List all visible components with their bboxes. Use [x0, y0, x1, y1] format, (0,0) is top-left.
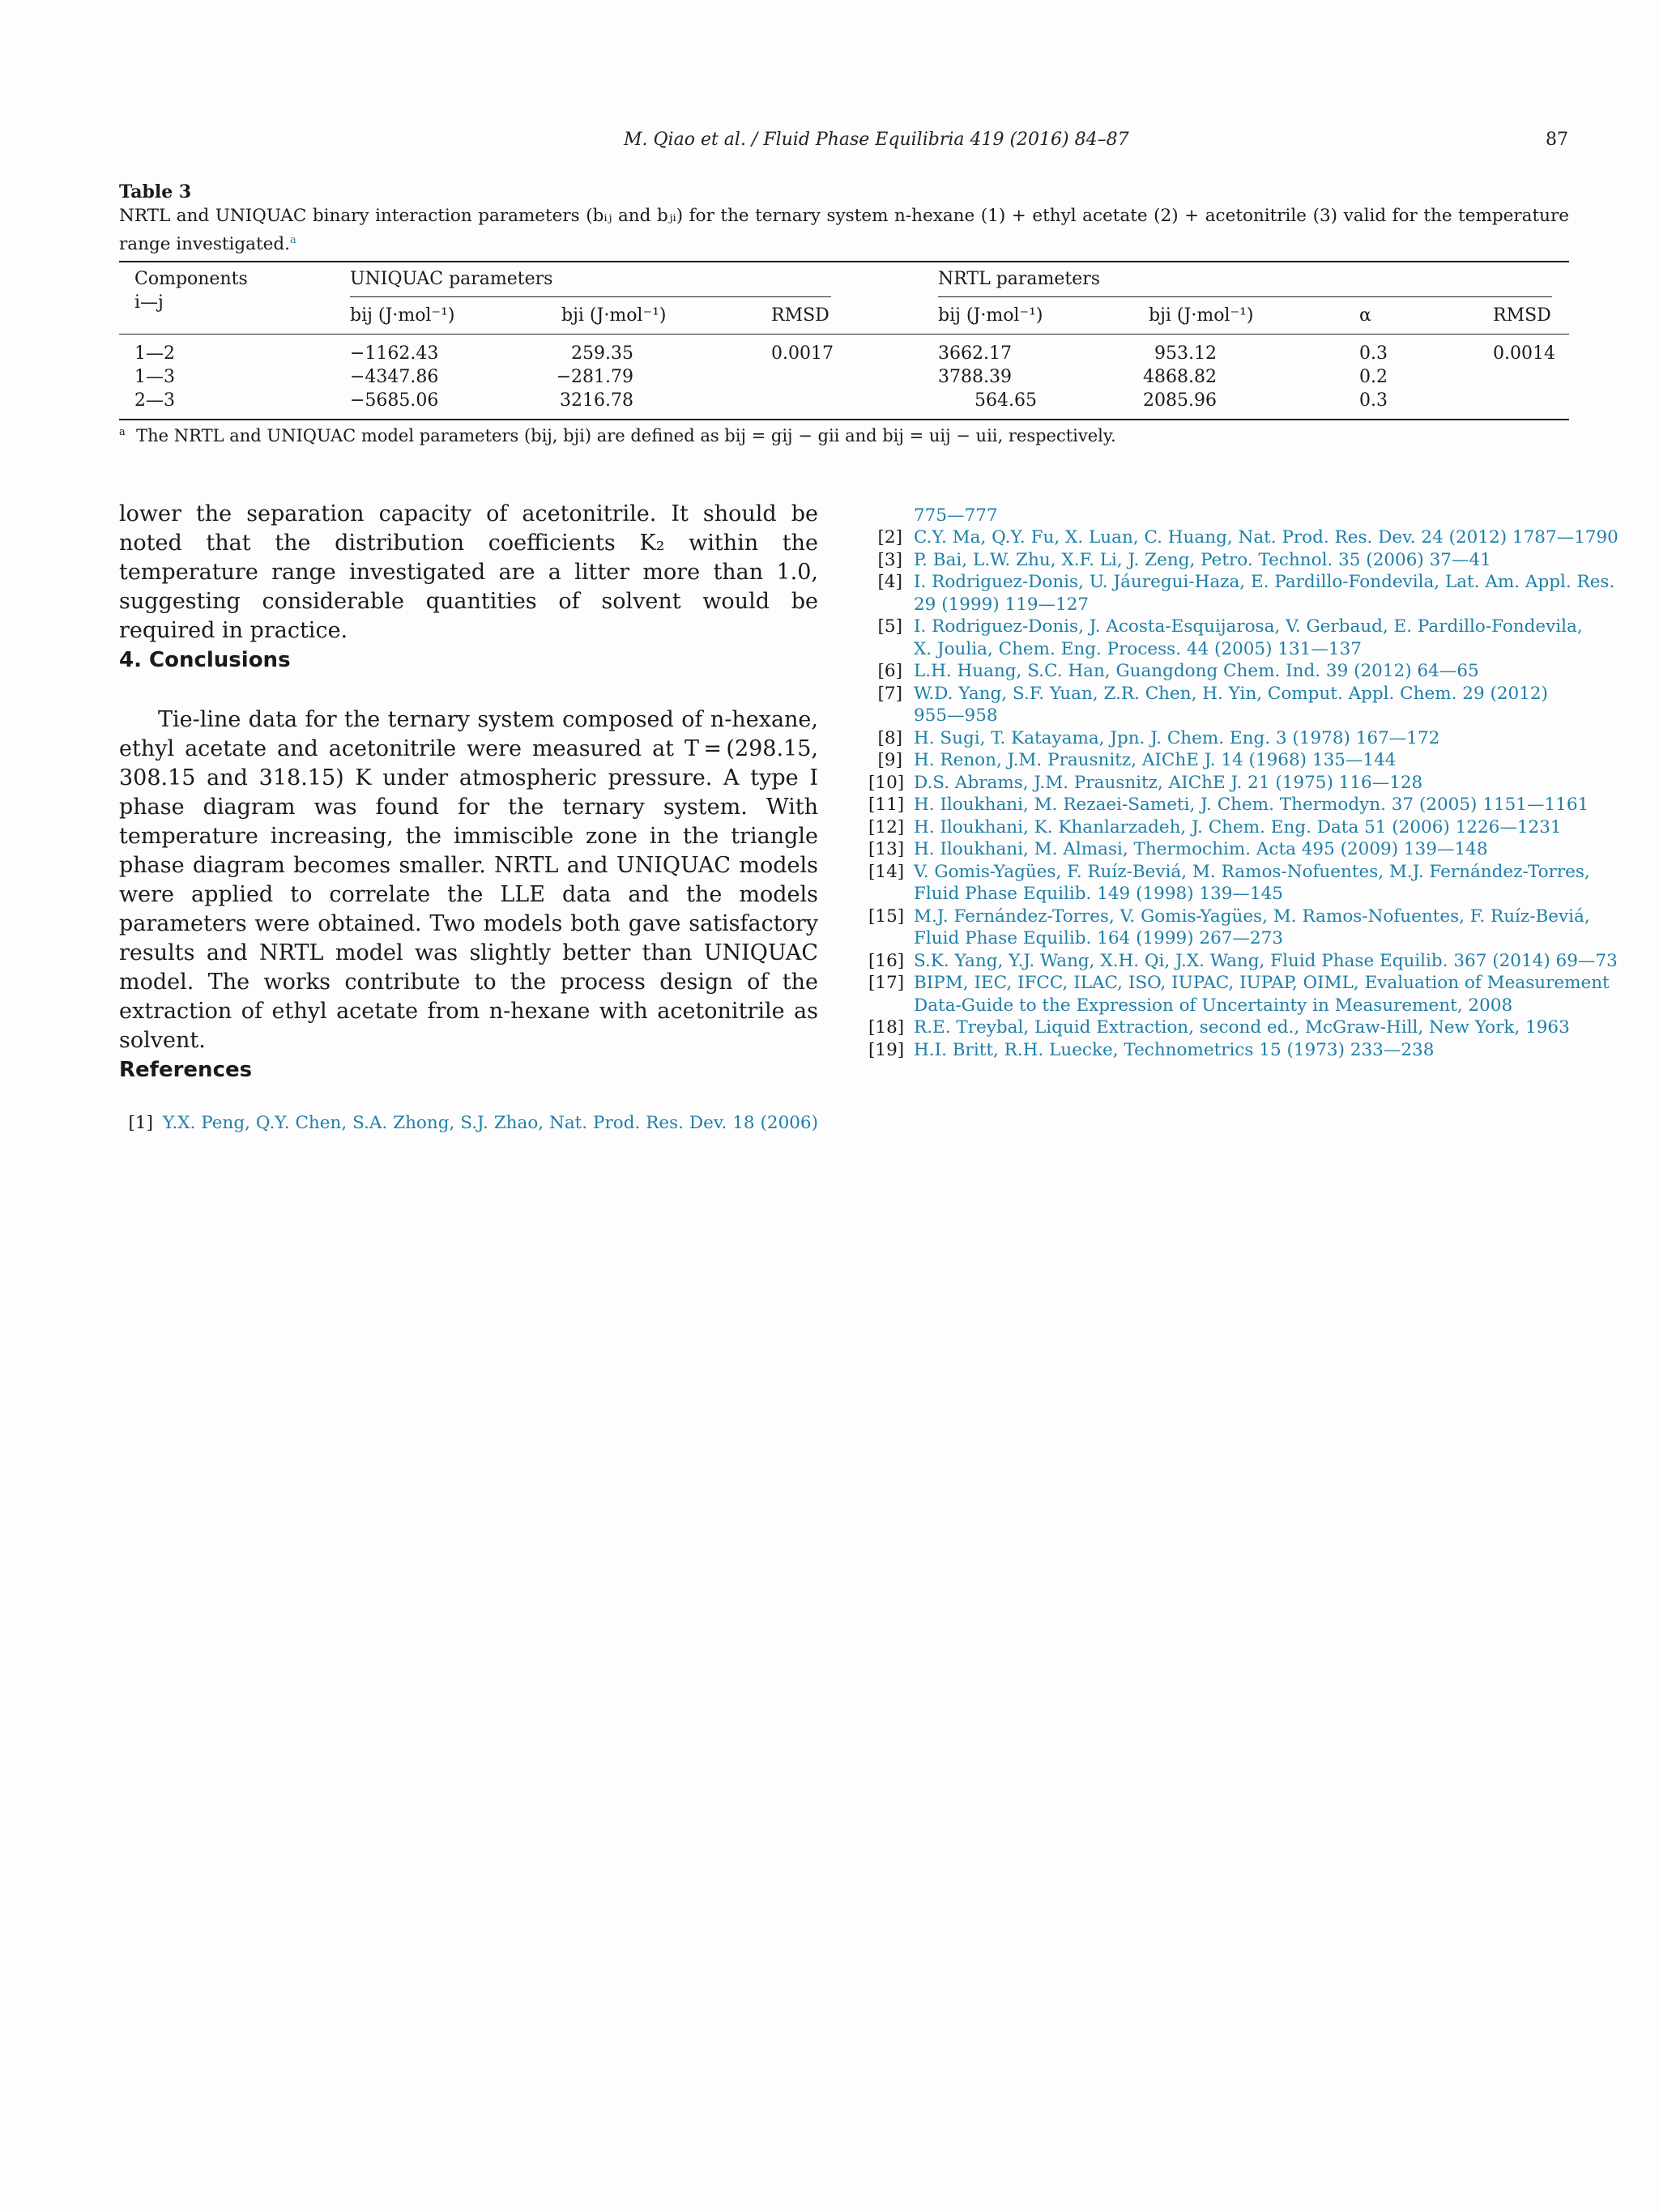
conclusions-heading: 4. Conclusions [119, 648, 291, 672]
cell-pair: 1—2 [134, 343, 175, 364]
cell-uniquac-bij: −5685.06 [350, 390, 439, 411]
page-number: 87 [1546, 130, 1568, 150]
cell-uniquac-bji: 3216.78 [560, 390, 633, 411]
reference-link[interactable]: H. Sugi, T. Katayama, Jpn. J. Chem. Eng. 3 (1978) 167—172 [914, 727, 1440, 748]
header-nrtl-bij: bij (J·mol⁻¹) [938, 305, 1043, 326]
reference-link[interactable]: Fluid Phase Equilib. 164 (1999) 267—273 [914, 928, 1283, 948]
cell-pair: 2—3 [134, 390, 175, 411]
footnote-text: The NRTL and UNIQUAC model parameters (bij, bji) are defined as bij = gij − gii and bij = uij − uii, respectively. [136, 426, 1116, 445]
cell-alpha: 0.3 [1359, 343, 1388, 364]
reference-number: [9] [877, 750, 902, 770]
reference-number: [19] [868, 1039, 905, 1060]
reference-number: [4] [877, 572, 902, 592]
table-footnote [119, 426, 1116, 445]
header-uniquac-bji: bji (J·mol⁻¹) [561, 305, 667, 326]
reference-link[interactable]: H. Iloukhani, K. Khanlarzadeh, J. Chem. Eng. Data 51 (2006) 1226—1231 [914, 816, 1562, 837]
reference-link[interactable]: 955—958 [914, 705, 998, 726]
reference-link[interactable]: Y.X. Peng, Q.Y. Chen, S.A. Zhong, S.J. Zhao, Nat. Prod. Res. Dev. 18 (2006) [163, 1113, 818, 1133]
header-nrtl: NRTL parameters [938, 269, 1101, 289]
table-bottom-rule [119, 419, 1569, 420]
reference-link[interactable]: C.Y. Ma, Q.Y. Fu, X. Luan, C. Huang, Nat. Prod. Res. Dev. 24 (2012) 1787—1790 [914, 527, 1618, 548]
cell-uniquac-bij: −4347.86 [350, 367, 439, 387]
reference-link[interactable]: D.S. Abrams, J.M. Prausnitz, AIChE J. 21 (1975) 116—128 [914, 772, 1423, 793]
reference-link[interactable]: Data-Guide to the Expression of Uncertainty in Measurement, 2008 [914, 995, 1513, 1016]
table-footnote-link[interactable]: a [289, 234, 296, 246]
reference-link[interactable]: H. Iloukhani, M. Rezaei-Sameti, J. Chem. Thermodyn. 37 (2005) 1151—1161 [914, 795, 1589, 815]
reference-link[interactable]: I. Rodriguez-Donis, U. Jáuregui-Haza, E. Pardillo-Fondevila, Lat. Am. Appl. Res. [914, 572, 1615, 592]
cell-nrtl-bij: 3788.39 [938, 367, 1012, 387]
cell-uniquac-rmsd: 0.0017 [771, 343, 834, 364]
reference-number: [18] [868, 1017, 905, 1038]
header-nrtl-rmsd: RMSD [1493, 305, 1551, 326]
reference-number: [6] [877, 661, 902, 681]
table-header-rule [119, 334, 1569, 335]
header-nrtl-bji: bji (J·mol⁻¹) [1149, 305, 1254, 326]
header-uniquac-rmsd: RMSD [771, 305, 830, 326]
paragraph-conclusions: Tie-line data for the ternary system composed of n-hexane, ethyl acetate and acetonitrile were measured at T = (298.15, 308.15 and 318.15) K under atmospheric pressure. A type I phase diagram was found for the ternary system. With temperature increasing, the immiscible zone in the triangle phase diagram becomes smaller. NRTL and UNIQUAC models were applied to correlate the LLE data and the models parameters were obtained. Two models both gave satisfactory results and NRTL model was slightly better than UNIQUAC model. The works contribute to the process design of the extraction of ethyl acetate from n-hexane with acetonitrile as solvent. [119, 707, 818, 1053]
reference-link[interactable]: I. Rodriguez-Donis, J. Acosta-Esquijarosa, V. Gerbaud, E. Pardillo-Fondevila, [914, 616, 1583, 637]
reference-link[interactable]: H. Renon, J.M. Prausnitz, AIChE J. 14 (1968) 135—144 [914, 750, 1397, 770]
cell-uniquac-bij: −1162.43 [350, 343, 439, 364]
cell-uniquac-bji: −281.79 [556, 367, 633, 387]
table-label: Table 3 [119, 181, 192, 202]
reference-number: [15] [868, 906, 905, 927]
reference-link[interactable]: L.H. Huang, S.C. Han, Guangdong Chem. Ind. 39 (2012) 64—65 [914, 661, 1479, 681]
reference-link[interactable]: Fluid Phase Equilib. 149 (1998) 139—145 [914, 884, 1283, 904]
cell-nrtl-bij: 564.65 [975, 390, 1037, 411]
cell-nrtl-bji: 2085.96 [1143, 390, 1217, 411]
reference-number: [7] [877, 683, 902, 704]
reference-number: [11] [868, 795, 905, 815]
header-uniquac-bij: bij (J·mol⁻¹) [350, 305, 455, 326]
cell-nrtl-bji: 4868.82 [1143, 367, 1217, 387]
cell-alpha: 0.2 [1359, 367, 1388, 387]
reference-number: [8] [877, 727, 902, 748]
reference-number: [14] [868, 861, 905, 882]
reference-number: [12] [868, 816, 905, 837]
cell-nrtl-rmsd: 0.0014 [1493, 343, 1555, 364]
reference-link[interactable]: P. Bai, L.W. Zhu, X.F. Li, J. Zeng, Petro. Technol. 35 (2006) 37—41 [914, 549, 1491, 570]
reference-link[interactable]: H. Iloukhani, M. Almasi, Thermochim. Acta 495 (2009) 139—148 [914, 839, 1488, 859]
reference-number: [13] [868, 839, 905, 859]
reference-number: [17] [868, 973, 905, 993]
table-caption [119, 204, 1569, 257]
header-ij: i—j [134, 292, 164, 313]
uniquac-group-rule [350, 296, 831, 297]
cell-alpha: 0.3 [1359, 390, 1388, 411]
nrtl-group-rule [938, 296, 1552, 297]
table-caption-text: NRTL and UNIQUAC binary interaction parameters (bᵢⱼ and bⱼᵢ) for the ternary system n-hexane (1) + ethyl acetate (2) + acetonitrile (3) valid for the temperature range investigated. [119, 206, 1569, 255]
reference-number: [3] [877, 549, 902, 570]
reference-number: [1] [128, 1113, 153, 1133]
reference-number: [2] [877, 527, 902, 548]
footnote-mark: a [119, 426, 126, 438]
reference-link[interactable]: 29 (1999) 119—127 [914, 594, 1090, 615]
reference-number: [10] [868, 772, 905, 793]
reference-link[interactable]: S.K. Yang, Y.J. Wang, X.H. Qi, J.X. Wang, Fluid Phase Equilib. 367 (2014) 69—73 [914, 950, 1618, 971]
reference-link[interactable]: V. Gomis-Yagües, F. Ruíz-Beviá, M. Ramos-Nofuentes, M.J. Fernández-Torres, [914, 861, 1590, 882]
references-heading: References [119, 1058, 253, 1082]
header-components: Components [134, 269, 248, 289]
reference-link[interactable]: X. Joulia, Chem. Eng. Process. 44 (2005) 131—137 [914, 638, 1362, 659]
reference-link[interactable]: 775—777 [914, 505, 998, 526]
reference-link[interactable]: H.I. Britt, R.H. Luecke, Technometrics 15 (1973) 233—238 [914, 1039, 1435, 1060]
reference-link[interactable]: W.D. Yang, S.F. Yuan, Z.R. Chen, H. Yin, Comput. Appl. Chem. 29 (2012) [914, 683, 1548, 704]
paragraph-discussion: lower the separation capacity of acetonitrile. It should be noted that the distribution coefficients K₂ within the temperature range investigated are a litter more than 1.0, suggesting considerable quantities of solvent would be required in practice. [119, 501, 818, 643]
running-header: M. Qiao et al. / Fluid Phase Equilibria 419 (2016) 84–87 [624, 130, 1129, 150]
reference-link[interactable]: R.E. Treybal, Liquid Extraction, second ed., McGraw-Hill, New York, 1963 [914, 1017, 1570, 1038]
reference-link[interactable]: M.J. Fernández-Torres, V. Gomis-Yagües, M. Ramos-Nofuentes, F. Ruíz-Beviá, [914, 906, 1590, 927]
cell-nrtl-bij: 3662.17 [938, 343, 1012, 364]
reference-number: [5] [877, 616, 902, 637]
reference-number: [16] [868, 950, 905, 971]
header-alpha: α [1359, 305, 1371, 326]
cell-pair: 1—3 [134, 367, 175, 387]
reference-link[interactable]: BIPM, IEC, IFCC, ILAC, ISO, IUPAC, IUPAP, OIML, Evaluation of Measurement [914, 973, 1610, 993]
header-uniquac: UNIQUAC parameters [350, 269, 553, 289]
table-top-rule [119, 261, 1569, 262]
cell-uniquac-bji: 259.35 [571, 343, 633, 364]
cell-nrtl-bji: 953.12 [1154, 343, 1217, 364]
